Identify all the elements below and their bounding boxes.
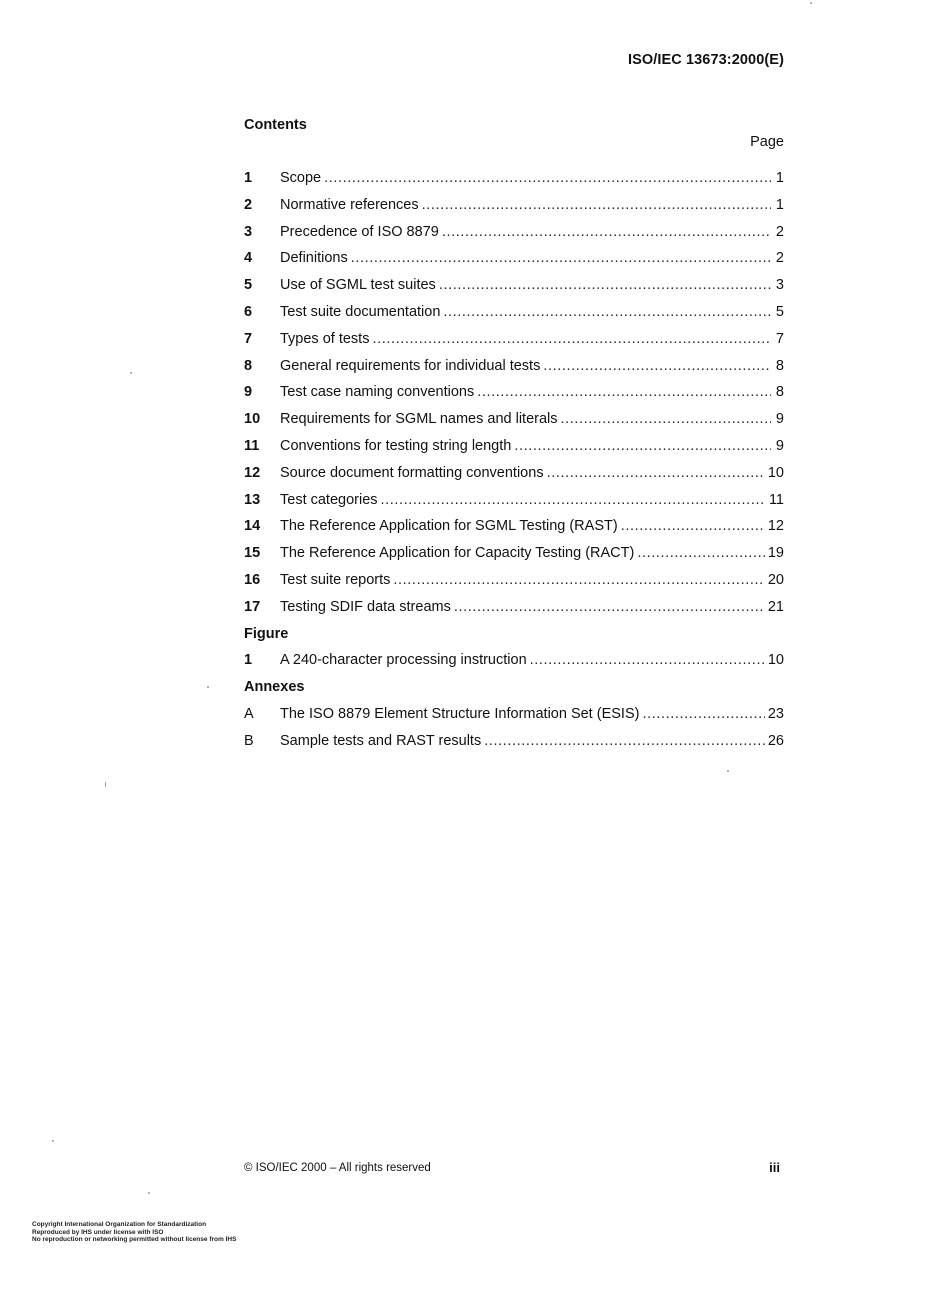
toc-page-number: 21 [767,598,784,615]
toc-number: 17 [244,598,261,615]
toc-leader-dots [637,540,765,567]
toc-number: B [244,732,254,749]
toc-row [244,513,784,540]
toc-title: Requirements for SGML names and literals [280,411,558,428]
toc-leader-dots [514,433,771,460]
toc-number: 3 [244,223,253,240]
toc-number: 10 [244,411,261,428]
toc-page-number: 20 [767,571,784,588]
toc-title: Types of tests [280,330,370,347]
scan-speck [105,782,106,787]
toc-row [244,219,784,246]
toc-page-number: 8 [775,357,784,374]
toc-number: 1 [244,170,253,186]
toc-page-number: 2 [775,250,784,267]
toc-page-number: 23 [767,705,784,722]
toc-number: 15 [244,545,261,562]
toc-title: Test categories [280,491,378,508]
license-line: Copyright International Organization for Standardization [32,1221,207,1228]
toc-leader-dots [393,567,764,594]
license-line: No reproduction or networking permitted without license from IHS [32,1236,237,1243]
toc-title: The Reference Application for Capacity Testing (RACT) [280,545,635,562]
scan-speck [52,1140,54,1142]
toc-page-number: 26 [767,732,784,749]
toc-row [244,460,784,487]
toc-leader-dots [324,165,771,192]
toc-row [244,540,784,567]
toc-page-number: 3 [775,277,784,294]
toc-leader-dots [443,299,771,326]
toc-title: Normative references [280,196,419,213]
toc-page-number: 2 [775,223,784,240]
toc-page-number: 7 [775,330,784,347]
toc-title: Precedence of ISO 8879 [280,223,439,240]
toc-leader-dots [543,353,771,380]
toc-page-number: 1 [775,170,784,186]
toc-number: 1 [244,652,253,669]
toc-title: Sample tests and RAST results [280,732,482,749]
toc-page-number: 5 [775,303,784,320]
toc-number: 12 [244,464,261,481]
toc-title: The Reference Application for SGML Testing (RAST) [280,518,618,535]
contents-title: Contents [244,117,307,133]
toc-row [244,353,784,380]
toc-row [244,165,784,192]
toc-number: A [244,705,254,722]
scan-speck [207,686,209,688]
toc-row [244,433,784,460]
toc-leader-dots [642,701,764,728]
footer-page-number: iii [769,1160,780,1175]
toc-leader-dots [621,513,765,540]
toc-number: 8 [244,357,253,374]
toc-row [244,728,784,755]
toc-page-number: 11 [768,491,784,508]
toc-page-number: 9 [775,411,784,428]
toc-leader-dots [381,487,766,514]
toc-row [244,647,784,674]
toc-title: Testing SDIF data streams [280,598,451,615]
toc-row [244,192,784,219]
toc-number: 13 [244,491,261,508]
page-column-label: Page [750,134,784,150]
toc-title: Test case naming conventions [280,384,475,401]
toc-leader-dots [372,326,771,353]
toc-title: Definitions [280,250,348,267]
toc-title: General requirements for individual tests [280,357,541,374]
license-notice [32,1221,236,1244]
toc-row [244,272,784,299]
toc-entries [244,165,784,621]
toc-title: The ISO 8879 Element Structure Information Set (ESIS) [280,705,640,722]
toc-title: A 240-character processing instruction [280,652,527,669]
toc-number: 9 [244,384,253,401]
toc-page-number: 9 [775,437,784,454]
toc-row [244,379,784,406]
toc-page-number: 1 [775,196,784,213]
toc-leader-dots [422,192,771,219]
toc-leader-dots [530,647,765,674]
toc-title: Conventions for testing string length [280,437,512,454]
toc-number: 6 [244,303,253,320]
toc-page-number: 10 [767,464,784,481]
toc-row [244,594,784,621]
figure-heading: Figure [244,625,289,642]
toc-row [244,701,784,728]
toc-row [244,406,784,433]
toc-leader-dots [442,219,771,246]
toc-title: Test suite documentation [280,303,441,320]
toc-number: 4 [244,250,253,267]
toc-number: 11 [244,437,260,454]
toc-row [244,245,784,272]
toc-page-number: 12 [767,518,784,535]
toc-row [244,487,784,514]
toc-title: Scope [280,170,322,186]
toc-leader-dots [454,594,765,621]
toc-row [244,567,784,594]
license-line: Reproduced by IHS under license with ISO [32,1228,164,1236]
toc-leader-dots [477,379,771,406]
toc-page-number: 10 [767,652,784,669]
toc-row [244,299,784,326]
toc-leader-dots [439,272,771,299]
toc-annexes [244,701,784,755]
toc-number: 5 [244,277,253,294]
scan-speck [148,1192,150,1194]
annexes-heading: Annexes [244,679,305,696]
toc-leader-dots [351,245,771,272]
toc-leader-dots [484,728,765,755]
scan-speck [810,2,812,4]
scan-speck [727,770,729,772]
toc-figures [244,647,784,674]
footer-copyright: © ISO/IEC 2000 – All rights reserved [244,1162,431,1174]
toc-number: 16 [244,571,261,588]
toc-page-number: 8 [775,384,784,401]
toc-number: 14 [244,518,261,535]
toc-title: Use of SGML test suites [280,277,436,294]
document-id-header: ISO/IEC 13673:2000(E) [627,52,784,68]
scan-speck [130,372,132,374]
toc-title: Source document formatting conventions [280,464,544,481]
toc-page-number: 19 [767,545,784,562]
toc-row [244,326,784,353]
toc-leader-dots [547,460,765,487]
toc-number: 2 [244,196,253,213]
toc-number: 7 [244,330,253,347]
table-of-contents [244,165,784,755]
toc-title: Test suite reports [280,571,391,588]
toc-leader-dots [561,406,772,433]
